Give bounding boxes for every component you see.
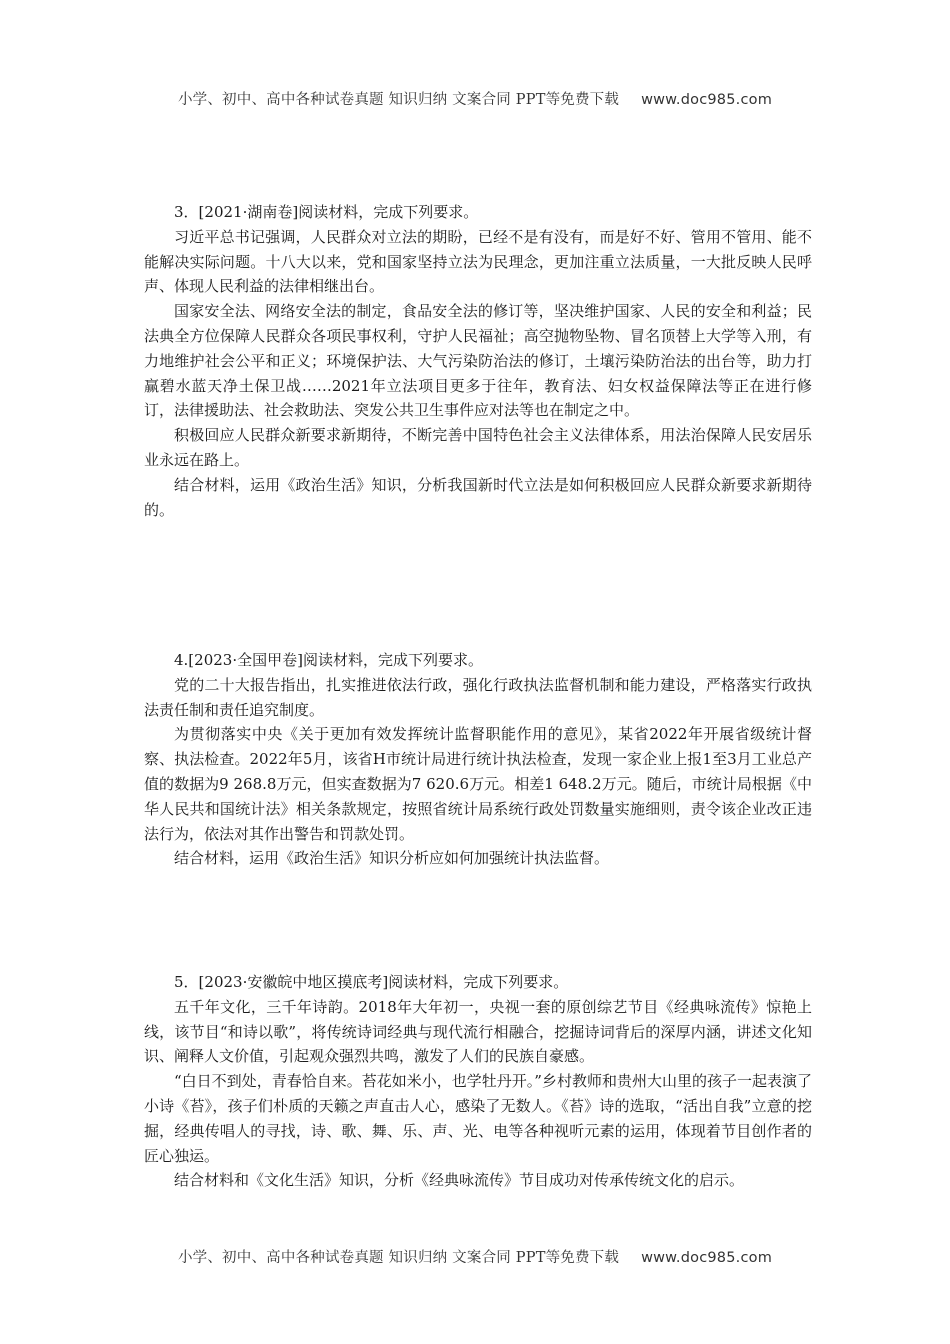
header-text: 小学、初中、高中各种试卷真题 知识归纳 文案合同 PPT等免费下载 <box>177 92 620 108</box>
question-4 <box>144 648 812 871</box>
question-3 <box>144 200 812 522</box>
footer-url[interactable]: www.doc985.com <box>641 1250 773 1266</box>
question-prompt: 结合材料，运用《政治生活》知识，分析我国新时代立法是如何积极回应人民群众新要求新期待的。 <box>144 475 812 519</box>
page-footer <box>0 1246 950 1267</box>
header-url[interactable]: www.doc985.com <box>641 92 773 108</box>
question-prompt: 结合材料和《文化生活》知识，分析《经典咏流传》节目成功对传承传统文化的启示。 <box>174 1171 745 1190</box>
footer-text: 小学、初中、高中各种试卷真题 知识归纳 文案合同 PPT等免费下载 <box>177 1250 620 1266</box>
page-header <box>0 88 950 109</box>
question-5 <box>144 970 812 1193</box>
material-paragraph: 国家安全法、网络安全法的制定，食品安全法的修订等，坚决维护国家、人民的安全和利益；民法典全方位保障人民群众各项民事权利，守护人民福祉；高空抛物坠物、冒名顶替上大学等入刑，有力地维护社会公平和正义；环境保护法、大气污染防治法的修订，土壤污染防治法的出台等，助力打赢碧水蓝天净土保卫战……2021年立法项目更多于往年，教育法、妇女权益保障法等正在进行修订，法律援助法、社会救助法、突发公共卫生事件应对法等也在制定之中。 <box>144 302 812 420</box>
question-title: 5．[2023·安徽皖中地区摸底考]阅读材料，完成下列要求。 <box>174 973 569 991</box>
material-paragraph: 积极回应人民群众新要求新期待，不断完善中国特色社会主义法律体系，用法治保障人民安居乐业永远在路上。 <box>144 426 812 469</box>
question-title: 4.[2023·全国甲卷]阅读材料，完成下列要求。 <box>174 651 483 669</box>
question-title: 3．[2021·湖南卷]阅读材料，完成下列要求。 <box>174 203 479 221</box>
material-paragraph: 党的二十大报告指出，扎实推进依法行政，强化行政执法监督机制和能力建设，严格落实行政执法责任制和责任追究制度。 <box>144 675 812 719</box>
question-prompt: 结合材料，运用《政治生活》知识分析应如何加强统计执法监督。 <box>174 849 610 868</box>
material-paragraph: 习近平总书记强调，人民群众对立法的期盼，已经不是有没有，而是好不好、管用不管用、能不能解决实际问题。十八大以来，党和国家坚持立法为民理念，更加注重立法质量，一大批反映人民呼声、体现人民利益的法律相继出台。 <box>144 227 812 296</box>
material-paragraph: “白日不到处，青春恰自来。苔花如米小，也学牡丹开。”乡村教师和贵州大山里的孩子一起表演了小诗《苔》，孩子们朴质的天籁之声直击人心，感染了无数人。《苔》诗的选取，“活出自我”立意的挖掘，经典传唱人的寻找，诗、歌、舞、乐、声、光、电等各种视听元素的运用，体现着节目创作者的匠心独运。 <box>144 1072 812 1165</box>
material-paragraph: 为贯彻落实中央《关于更加有效发挥统计监督职能作用的意见》，某省2022年开展省级统计督察、执法检查。2022年5月，该省H市统计局进行统计执法检查，发现一家企业上报1至3月工业总产值的数据为9 268.8万元，但实查数据为7 620.6万元。相差1 648.2万元。随后，市统计局根据《中华人民共和国统计法》相关条款规定，按照省统计局系统行政处罚数量实施细则，责令该企业改正违法行为，依法对其作出警告和罚款处罚。 <box>144 725 812 843</box>
material-paragraph: 五千年文化，三千年诗韵。2018年大年初一，央视一套的原创综艺节目《经典咏流传》惊艳上线，该节目“和诗以歌”，将传统诗词经典与现代流行相融合，挖掘诗词背后的深厚内涵，讲述文化知识、阐释人文价值，引起观众强烈共鸣，激发了人们的民族自豪感。 <box>144 997 812 1066</box>
